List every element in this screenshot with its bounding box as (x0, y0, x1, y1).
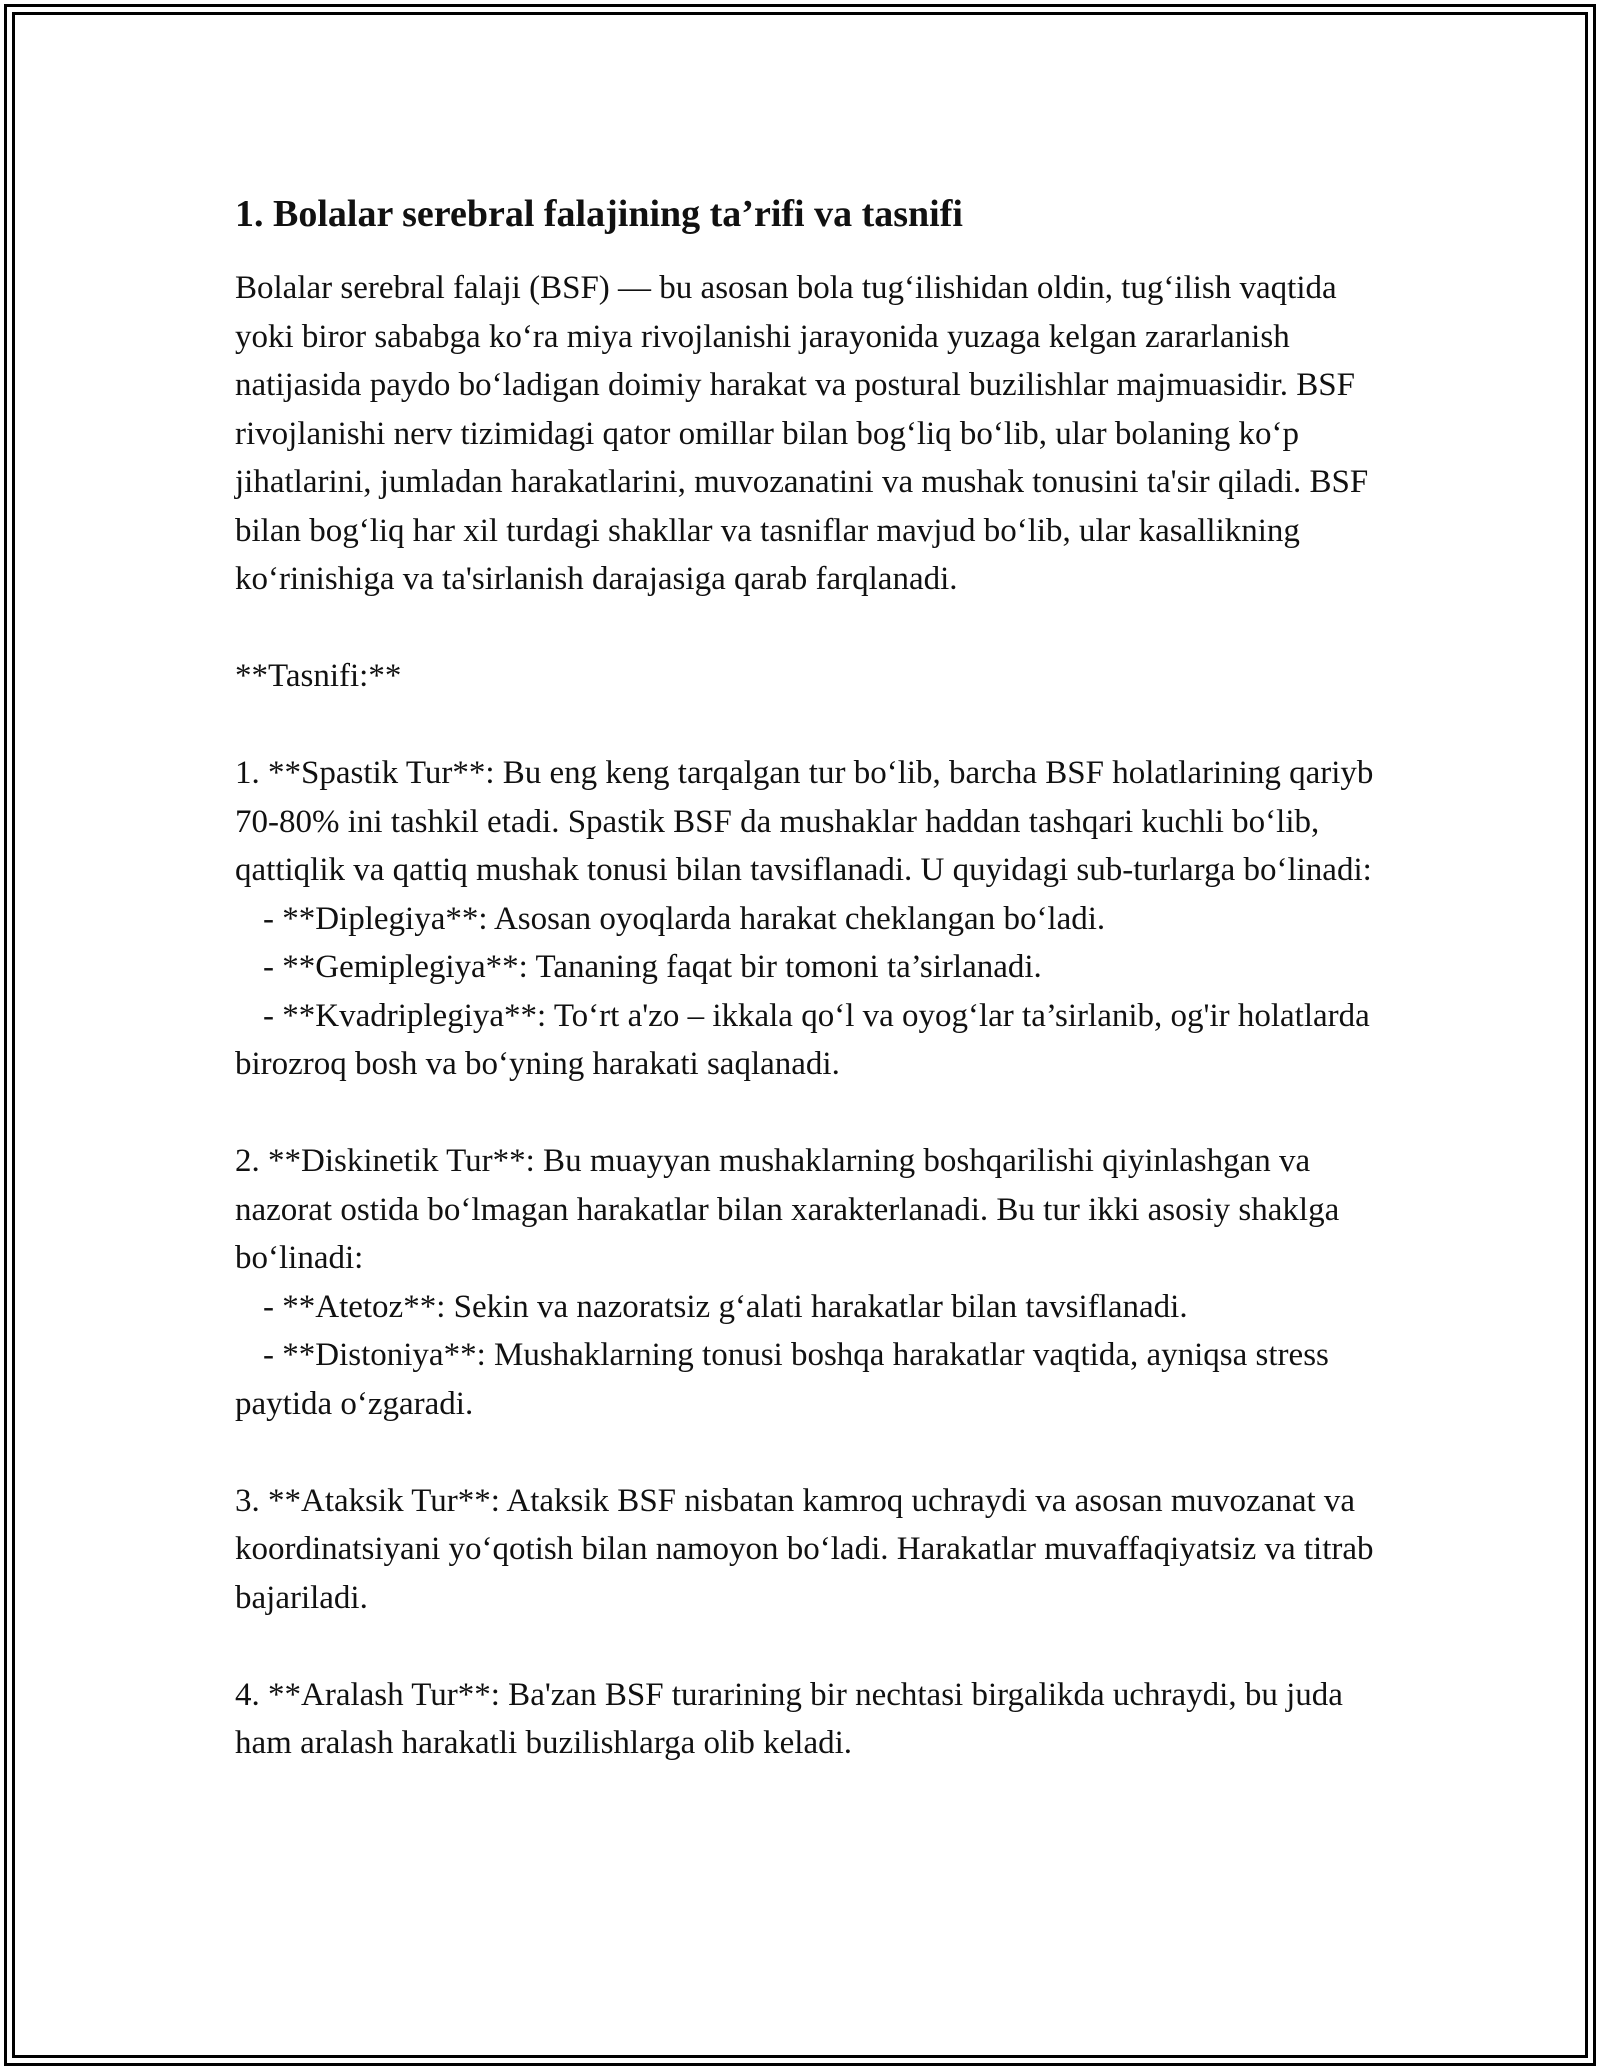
list-item: - **Distoniya**: Mushaklarning tonusi boshqa harakatlar vaqtida, ayniqsa stress paytida o‘zgaradi. (235, 1337, 1329, 1422)
section-mixed (235, 1671, 1375, 1768)
page-title: 1. Bolalar serebral falajining ta’rifi va tasnifi (235, 193, 963, 235)
section-lead: 1. **Spastik Tur**: Bu eng keng tarqalgan tur bo‘lib, barcha BSF holatlarining qariyb 70-80% ini tashkil etadi. Spastik BSF da mushaklar haddan tashqari kuchli bo‘lib, qattiqlik va qattiq mushak tonusi bilan tavsiflanadi. U quyidagi sub-turlarga bo‘linadi: (235, 755, 1374, 888)
spacer (235, 1428, 1375, 1477)
section-ataxic (235, 1477, 1375, 1623)
section-lead: 4. **Aralash Tur**: Ba'zan BSF turarining bir nechtasi birgalikda uchraydi, bu juda ham aralash harakatli buzilishlarga olib keladi. (235, 1676, 1343, 1761)
section-dyskinetic (235, 1137, 1375, 1428)
list-item: - **Atetoz**: Sekin va nazoratsiz g‘alati harakatlar bilan tavsiflanadi. (263, 1288, 1188, 1325)
list-item: - **Diplegiya**: Asosan oyoqlarda harakat cheklangan bo‘ladi. (263, 900, 1106, 937)
classification-heading: **Tasnifi:** (235, 658, 402, 694)
list-item-wrap (235, 1331, 1375, 1428)
section-lead: 2. **Diskinetik Tur**: Bu muayyan mushaklarning boshqarilishi qiyinlashgan va nazorat ostida bo‘lmagan harakatlar bilan xarakterlanadi. Bu tur ikki asosiy shaklga bo‘linadi: (235, 1143, 1340, 1276)
list-item: - **Gemiplegiya**: Tananing faqat bir tomoni ta’sirlanadi. (263, 949, 1042, 985)
spacer (235, 604, 1375, 653)
list-item: - **Kvadriplegiya**: To‘rt a'zo – ikkala qo‘l va oyog‘lar ta’sirlanib, og'ir holatlarda birozroq bosh va bo‘yning harakati saqlanadi. (235, 997, 1370, 1082)
document-body (235, 180, 1375, 1768)
spacer (235, 1089, 1375, 1138)
intro-paragraph: Bolalar serebral falaji (BSF) — bu asosan bola tug‘ilishidan oldin, tug‘ilish vaqtida yoki biror sababga ko‘ra miya rivojlanishi jarayonida yuzaga kelgan zararlanish natijasida paydo bo‘ladigan doimiy harakat va postural buzilishlar majmuasidir. BSF rivojlanishi nerv tizimidagi qator omillar bilan bog‘liq bo‘lib, ular bolaning ko‘p jihatlarini, jumladan harakatlarini, muvozanatini va mushak tonusini ta'sir qiladi. BSF bilan bog‘liq har xil turdagi shakllar va tasniflar mavjud bo‘lib, ular kasallikning ko‘rinishiga va ta'sirlanish darajasiga qarab farqlanadi. (235, 270, 1369, 597)
section-spastic (235, 749, 1375, 1089)
section-lead: 3. **Ataksik Tur**: Ataksik BSF nisbatan kamroq uchraydi va asosan muvozanat va koordinatsiyani yo‘qotish bilan namoyon bo‘ladi. Harakatlar muvaffaqiyatsiz va titrab bajariladi. (235, 1482, 1374, 1616)
spacer (235, 701, 1375, 750)
list-item-wrap (235, 992, 1375, 1089)
spacer (235, 1622, 1375, 1671)
